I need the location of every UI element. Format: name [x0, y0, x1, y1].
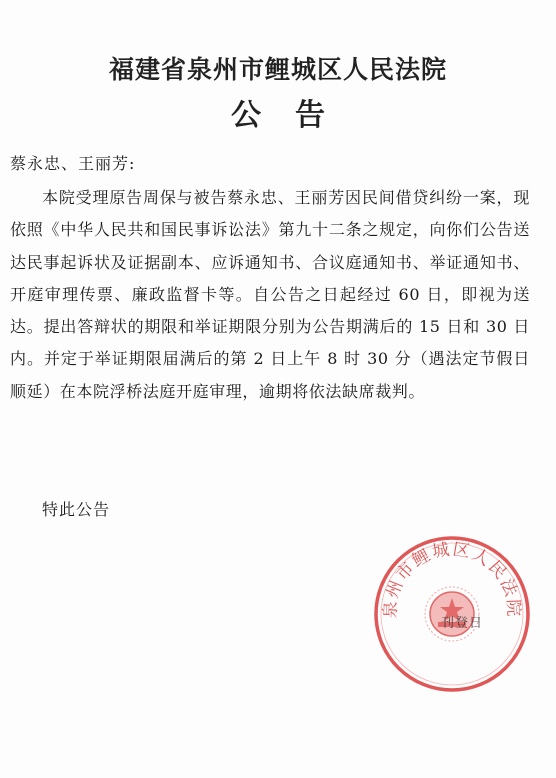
- closing-line: 特此公告: [42, 500, 111, 519]
- addressee: 蔡永忠、王丽芳:: [10, 154, 136, 173]
- court-name: 福建省泉州市鲤城区人民法院: [108, 55, 447, 84]
- seal-text: 泉州市鲤城区人民法院: [380, 539, 524, 619]
- notice-body: 本院受理原告周保与被告蔡永忠、王丽芳因民间借贷纠纷一案，现依照《中华人民共和国民事诉讼法》第九十二条之规定，向你们公告送达民事起诉状及证据副本、应诉通知书、合议庭通知书、举证通知书、开庭审理传票、廉政监督卡等。自公告之日起经过 60 日，即视为送达。提出答辩状的期限和举证期限分别为公告期满后的 15 日和 30 日内。并定于举证期限届满后的第 2 日上午 8 时 30 分（遇法定节假日顺延）在本院浮桥法庭开庭审理，逾期将依法缺席裁判。: [10, 188, 530, 401]
- publish-date-label: 刊登日: [441, 616, 484, 631]
- document-title: 公告: [231, 98, 359, 133]
